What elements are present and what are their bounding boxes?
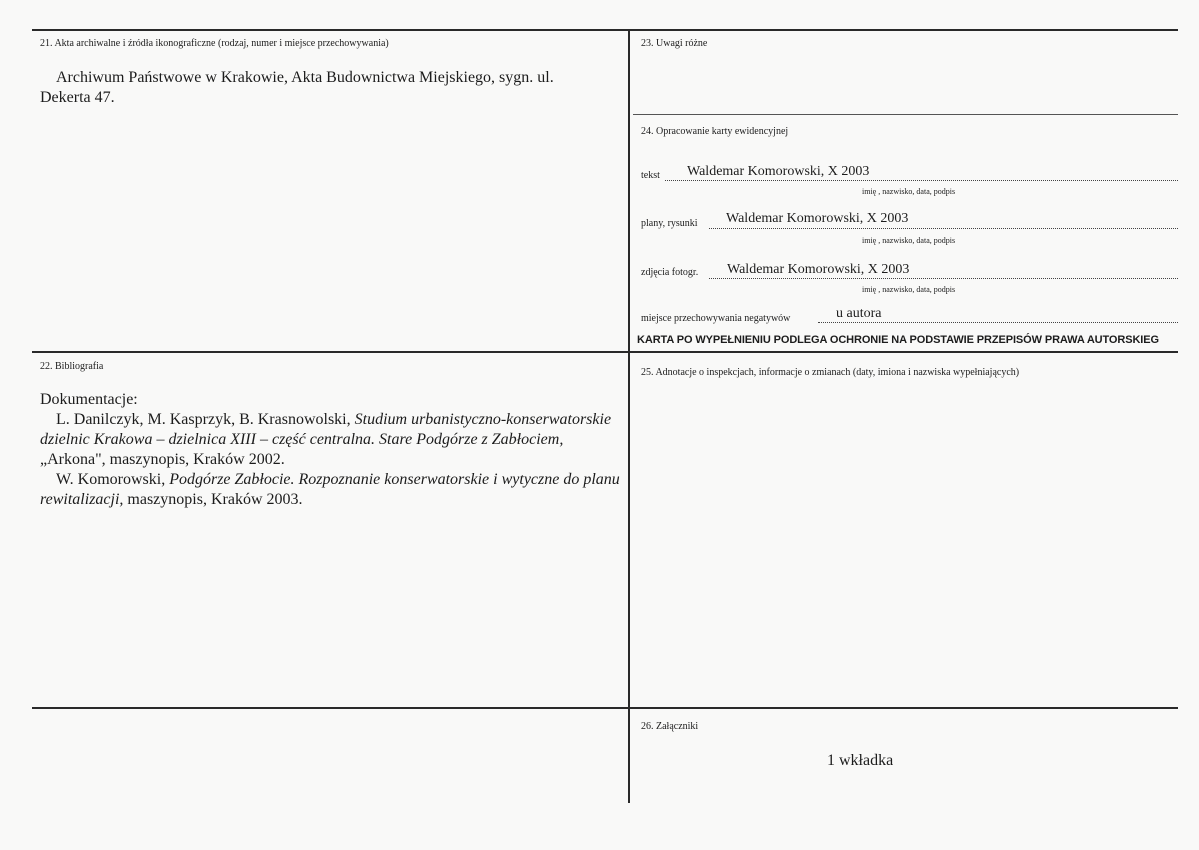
row-negatives-label: miejsce przechowywania negatywów [641, 313, 791, 324]
row-text-caption: imię , nazwisko, data, podpis [862, 187, 956, 196]
column-divider [628, 29, 630, 803]
entry-1-authors: L. Danilczyk, M. Kasprzyk, B. Krasnowolski, [56, 411, 355, 428]
row-text-value: Waldemar Komorowski, X 2003 [687, 164, 870, 179]
row-photos-caption: imię , nazwisko, data, podpis [862, 285, 956, 294]
bibliography-heading: Dokumentacje: [40, 391, 138, 408]
row-negatives-dotted-line [818, 322, 1178, 323]
attachments-value: 1 wkładka [827, 752, 894, 769]
bibliography-entry-2 [40, 470, 620, 510]
entry-1-title: Studium urbanistyczno-konserwatorskie dzielnic Krakowa – dzielnica XIII – część centralna. Stare Podgórze z Zabłociem, [40, 411, 612, 448]
section-23-label: 23. Uwagi różne [641, 38, 708, 49]
section-21-text: Archiwum Państwowe w Krakowie, Akta Budownictwa Miejskiego, sygn. ul. Dekerta 47. [40, 69, 554, 106]
row-text-dotted-line [665, 180, 1178, 181]
middle-divider [32, 351, 1178, 353]
entry-2-details: maszynopis, Kraków 2003. [123, 491, 303, 508]
row-photos-label: zdjęcia fotogr. [641, 267, 699, 278]
row-plans-dotted-line [709, 228, 1178, 229]
copyright-notice: KARTA PO WYPEŁNIENIU PODLEGA OCHRONIE NA PODSTAWIE PRZEPISÓW PRAWA AUTORSKIEG [637, 334, 1159, 346]
row-photos-dotted-line [709, 278, 1178, 279]
entry-2-title: Podgórze Zabłocie. Rozpoznanie konserwatorskie i wytyczne do planu rewitalizacji, [40, 471, 620, 508]
row-plans-caption: imię , nazwisko, data, podpis [862, 236, 956, 245]
section-21-label: 21. Akta archiwalne i źródła ikonograficzne (rodzaj, numer i miejsce przechowywania) [40, 38, 389, 49]
entry-2-authors: W. Komorowski, [56, 471, 170, 488]
lower-divider [32, 707, 1178, 709]
section-22-label: 22. Bibliografia [40, 361, 104, 372]
top-border [32, 29, 1178, 31]
bibliography-entry-1 [40, 410, 620, 470]
section-26-label: 26. Załączniki [641, 721, 699, 732]
bibliography-body [40, 390, 620, 510]
row-plans-label: plany, rysunki [641, 218, 698, 229]
row-negatives-value: u autora [836, 306, 882, 321]
section-24-label: 24. Opracowanie karty ewidencyjnej [641, 126, 789, 137]
row-plans-value: Waldemar Komorowski, X 2003 [726, 211, 909, 226]
section-25-label: 25. Adnotacje o inspekcjach, informacje o zmianach (daty, imiona i nazwiska wypełniających) [641, 367, 1020, 378]
entry-1-details: „Arkona", maszynopis, Kraków 2002. [40, 451, 285, 468]
row-photos-value: Waldemar Komorowski, X 2003 [727, 262, 910, 277]
right-divider-23-24 [633, 114, 1178, 115]
row-text-label: tekst [641, 170, 660, 181]
